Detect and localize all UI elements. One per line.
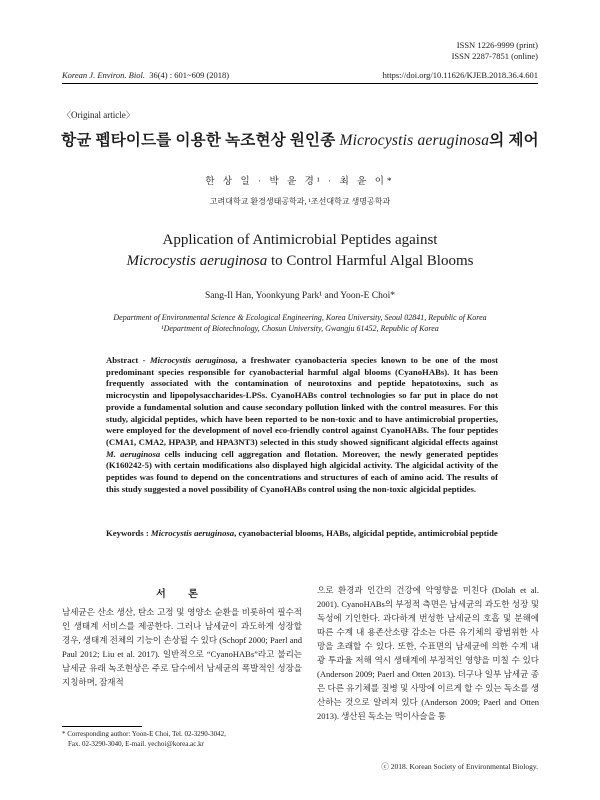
corresponding-author-footnote bbox=[62, 730, 226, 749]
korean-affiliation: 고려대학교 환경생태공학과, ¹조선대학교 생명공학과 bbox=[209, 197, 391, 206]
english-title-line2 bbox=[0, 251, 600, 272]
affiliation-2: ¹Department of Biotechnology, Chosun University, Gwangju 61452, Republic of Korea bbox=[161, 324, 439, 333]
english-title-line2-suffix: to Control Harmful Algal Blooms bbox=[267, 253, 474, 269]
abstract-species: Microcystis aeruginosa bbox=[149, 355, 236, 365]
english-authors: Sang-Il Han, Yoonkyung Park¹ and Yoon-E Choi* bbox=[205, 291, 395, 301]
running-header bbox=[62, 70, 538, 84]
keywords-rest: , cyanobacterial blooms, HABs, algicidal peptide, antimicrobial peptide bbox=[234, 528, 498, 538]
doi-link[interactable]: https://doi.org/10.11626/KJEB.2018.36.4.601 bbox=[382, 70, 538, 80]
issn-online: ISSN 2287-7851 (online) bbox=[451, 51, 538, 61]
keywords-species: Microcystis aeruginosa bbox=[150, 528, 235, 538]
article-category: 〈Original article〉 bbox=[62, 110, 135, 120]
issn-block bbox=[452, 40, 538, 62]
footnote-divider bbox=[62, 726, 142, 727]
korean-title-prefix: 항균 펩타이드를 이용한 녹조현상 원인종 bbox=[61, 132, 340, 149]
english-title bbox=[0, 230, 600, 272]
keywords-label: Keywords : bbox=[106, 528, 151, 538]
intro-column-2: 으로 환경과 인간의 건강에 악영향을 미친다 (Dolah et al. 2001). CyanoHABs의 부정적 측면은 남세균의 과도한 성장 및 독성에 기인한다. 과다하게 번성한 남세균의 호흡 및 분해에 따른 수계 내 용존산소량 감소는 다른 유기체의 광범위한 사망을 초래할 수 있다. 또한, 수표면의 남세균에 의한 수계 내 광 투과율 저해 역시 생태계에 부정적인 영향을 미칠 수 있다 (Anderson 2009; Paerl and Otten 2013). 더구나 일부 남세균 종은 다른 유기체를 질병 및 사망에 이르게 할 수 있는 독소를 생산하는 것으로 알려져 있다 (Anderson 2009; Paerl and Otten 2013). 생산된 독소는 먹이사슬을 통 bbox=[317, 585, 539, 721]
journal-citation bbox=[62, 70, 229, 80]
issn-print: ISSN 1226-9999 (print) bbox=[456, 40, 538, 50]
volume-info: 36(4) : 601~609 (2018) bbox=[149, 70, 230, 80]
abstract bbox=[106, 355, 498, 495]
abstract-text-1: , a freshwater cyanobacteria species known to be one of the most predominant species responsible for cyanobacterial harmful algal blooms (CyanoHABs). It has been frequently associated with the contamination of neurotoxins and peptide hepatotoxins, such as microcystin and lipopolysaccharides-LPSs. CyanoHABs control technologies so far put in place do not provide a fundamental solution and cause secondary pollution linked with the control measures. For this study, algicidal peptides, which have been reported to be non-toxic and to have antimicrobial properties, were employed for the development of novel eco-friendly control against CyanoHABs. The four peptides (CMA1, CMA2, HPA3P, and HPA3NT3) selected in this study showed significant algicidal effects against bbox=[106, 355, 498, 447]
affiliation-1: Department of Environmental Science & Ecological Engineering, Korea University, Seoul 02841, Republic of Korea bbox=[113, 313, 487, 322]
abstract-text-2: cells inducing cell aggregation and flotation. Moreover, the newly generated peptides (K160242-5) with certain modifications also displayed high algicidal activity. The algicidal activity of the peptides was found to depend on the concentrations and structures of each of amino acid. The results of this study suggested a novel possibility of CyanoHABs control using the non-toxic algicidal peptides. bbox=[106, 448, 498, 494]
korean-title-species: Microcystis aeruginosa bbox=[339, 132, 490, 149]
abstract-label: Abstract - bbox=[106, 355, 150, 365]
footnote-line-2: Fax. 02-3290-3040, E-mail. yechoi@korea.ac.kr bbox=[68, 739, 204, 748]
keywords bbox=[106, 528, 498, 540]
abstract-species-short: M. aeruginosa bbox=[106, 448, 161, 459]
section-heading-introduction: 서 론 bbox=[156, 589, 208, 600]
korean-title bbox=[0, 128, 600, 150]
english-title-line1: Application of Antimicrobial Peptides against bbox=[162, 232, 438, 248]
journal-name: Korean J. Environ. Biol. bbox=[62, 70, 145, 80]
english-affiliations bbox=[0, 312, 600, 334]
copyright-notice: ⓒ 2018. Korean Society of Environmental Biology. bbox=[381, 762, 538, 771]
korean-title-suffix: 의 제어 bbox=[489, 132, 539, 149]
intro-column-1: 남세균은 산소 생산, 탄소 고정 및 영양소 순환을 비롯하여 필수적인 생태계 서비스를 제공한다. 그러나 남세균이 과도하게 성장할 경우, 생태계 전체의 기능이 손상될 수 있다 (Schopf 2000; Paerl and Paul 2012; Liu et al. 2017). 일반적으로 “CyanoHABs”라고 불리는 남세균 유래 녹조현상은 주로 담수에서 남세균의 폭발적인 성장을 지칭하며, 잠재적 bbox=[62, 607, 302, 687]
english-title-species: Microcystis aeruginosa bbox=[126, 253, 268, 269]
footnote-line-1: * Corresponding author: Yoon-E Choi, Tel. 02-3290-3042, bbox=[62, 730, 226, 738]
korean-authors: 한 상 일 · 박 윤 경¹ · 최 윤 이* bbox=[205, 177, 395, 187]
